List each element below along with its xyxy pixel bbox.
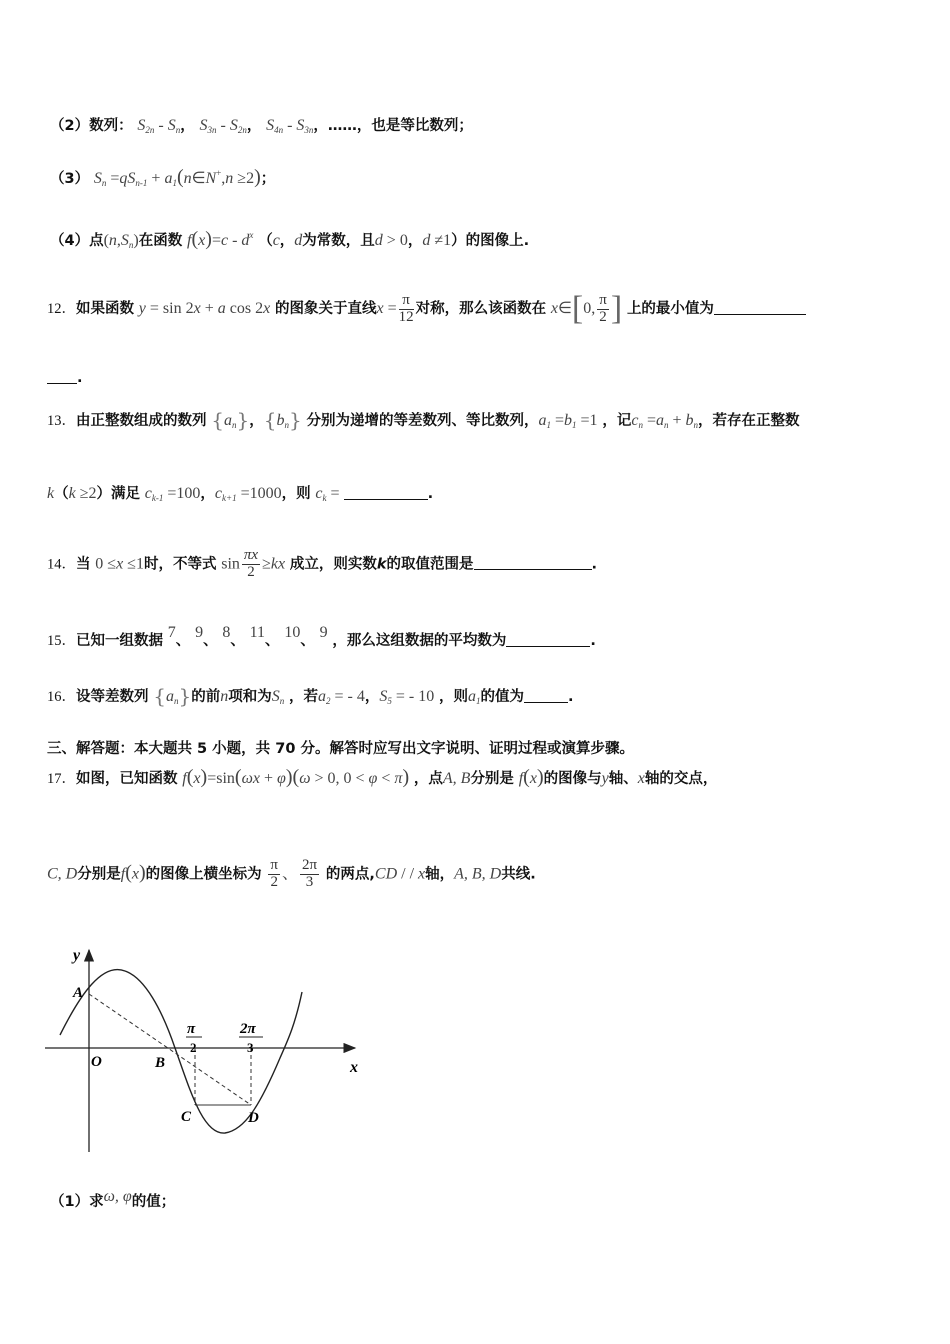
label-pi: π (187, 1021, 196, 1037)
question-17: 17．如图，已知函数 f(x)=sin(ωx + φ)(ω > 0, 0 < φ < π) ，点A, B分别是 f(x)的图像与y轴、x轴的交点， (47, 766, 718, 788)
label-o: O (91, 1054, 102, 1070)
label-x: x (350, 1059, 358, 1076)
section-3-heading: 三、解答题：本大题共 5 小题，共 70 分。解答时应写出文字说明、证明过程或演算步骤。 (47, 741, 634, 757)
question-14: 14．当 0 ≤x ≤1时，不等式 sin $\frac{\pi x}{2}$ ≥kx 成立，则实数k的取值范围是 . (47, 547, 598, 580)
label-2pi-denominator: 3 (247, 1040, 254, 1055)
question-13: 13．由正整数组成的数列 $\{a_n\}$，$\{b_n\}$ 分别为递增的等差数列、等比数列，$a_1 =b_1 =1$ ，记$c_n =a_n + b_n$，若存在正整数 (47, 408, 800, 432)
line-abd (89, 994, 251, 1105)
question-12: 12．如果函数 y = sin 2x + a cos 2x 的图象关于直线x = $\frac{\pi}{12}$ 对称，那么该函数在 x∈[0, $\frac{\pi}{2}$ ] 上的最小值为 (47, 290, 806, 328)
label-2pi: 2π (240, 1021, 256, 1037)
question-12-blank-cont: . (47, 368, 83, 386)
label-b: B (155, 1055, 166, 1071)
item-3: （3） $S_n =qS_{n-1}$ + $a_1(n\in N^+,n \ge 2)$； (50, 166, 276, 188)
label-a: A (73, 985, 84, 1001)
item-2: （2）数列： $S_{2n} - S_n$， $S_{3n} - S_{2n}$， $S_{4n} - S_{3n}$，……，也是等比数列； (50, 117, 473, 135)
question-17-cont: C, D分别是f(x)的图像上横坐标为 $\frac{\pi}{2}$ 、 $\frac{2\pi}{3}$ 的两点,CD / / x轴，A, B, D共线. (47, 857, 536, 890)
label-c: C (181, 1109, 192, 1125)
label-pi-denominator: 2 (190, 1040, 197, 1055)
item-4: （4）点$(n,S_n)$在函数 $f(x)=c - d^x$ （c，d为常数，且d > 0，d ≠1）的图像上. (50, 228, 530, 250)
question-17-part-1: （1）求ω, φ的值； (50, 1188, 176, 1210)
question-13-cont: k（k ≥2）满足 $c_{k-1} =100$，$c_{k+1} =1000$，则 $c_k$ = . (47, 485, 434, 503)
function-graph (40, 940, 380, 1160)
question-15: 15．已知一组数据 7、 9、 8、 11、 10、 9 ，那么这组数据的平均数为 . (47, 624, 596, 649)
label-d: D (248, 1110, 259, 1126)
label-y: y (73, 947, 81, 964)
question-16: 16．设等差数列 $\{a_n\}$的前n项和为$S_n$ ，若$a_2$ = - 4，$S_5$ = - 10 ，则$a_1$的值为 . (47, 684, 574, 708)
